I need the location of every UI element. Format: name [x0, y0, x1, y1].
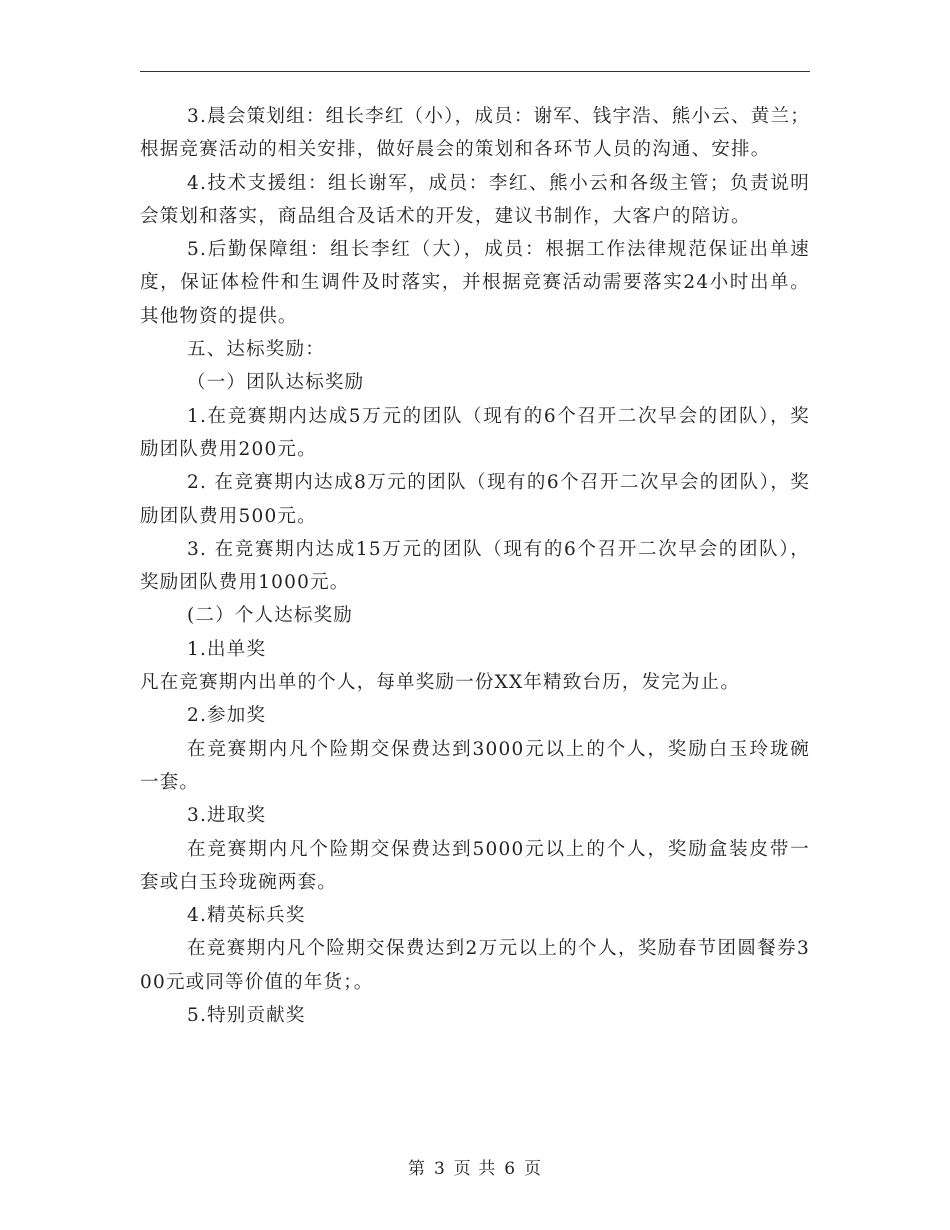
page-total: 6 — [504, 1159, 517, 1179]
page-label-pre: 第 — [407, 1159, 426, 1179]
paragraph: 凡在竞赛期内出单的个人，每单奖励一份XX年精致台历，发完为止。 — [140, 672, 741, 694]
page-footer — [0, 1154, 950, 1179]
paragraph: 在竞赛期内凡个险期交保费达到5000元以上的个人，奖励盒装皮带一套或白玉玲珑碗两套。 — [140, 838, 810, 893]
section-heading: 五、达标奖励： — [187, 339, 325, 361]
page-current: 3 — [433, 1159, 446, 1179]
item-heading: 5.特别贡献奖 — [187, 1005, 306, 1027]
header-rule — [140, 71, 810, 72]
paragraph: 4.技术支援组：组长谢军，成员：李红、熊小云和各级主管；负责说明会策划和落实，商品组合及话术的开发，建议书制作，大客户的陪访。 — [140, 172, 810, 227]
document-body — [140, 100, 810, 1032]
paragraph: 5.后勤保障组：组长李红（大），成员：根据工作法律规范保证出单速度，保证体检件和生调件及时落实，并根据竞赛活动需要落实24小时出单。其他物资的提供。 — [140, 239, 810, 327]
item-heading: 1.出单奖 — [187, 638, 267, 660]
subsection-heading: （一）团队达标奖励 — [187, 372, 365, 394]
item-heading: 3.进取奖 — [187, 805, 267, 827]
page-label-post: 页 — [524, 1159, 543, 1179]
item-heading: 4.精英标兵奖 — [187, 905, 306, 927]
page-label-mid: 页 共 — [453, 1159, 497, 1179]
subsection-heading: (二）个人达标奖励 — [187, 605, 354, 627]
paragraph: 1.在竞赛期内达成5万元的团队（现有的6个召开二次早会的团队），奖励团队费用200元。 — [140, 405, 810, 460]
paragraph: 3. 在竞赛期内达成15万元的团队（现有的6个召开二次早会的团队），奖励团队费用1000元。 — [140, 538, 810, 594]
paragraph: 3.晨会策划组：组长李红（小），成员：谢军、钱宇浩、熊小云、黄兰；根据竞赛活动的相关安排，做好晨会的策划和各环节人员的沟通、安排。 — [140, 106, 810, 161]
paragraph: 2. 在竞赛期内达成8万元的团队（现有的6个召开二次早会的团队），奖励团队费用500元。 — [140, 472, 810, 527]
paragraph: 在竞赛期内凡个险期交保费达到2万元以上的个人，奖励春节团圆餐券300元或同等价值的年货；。 — [140, 938, 810, 993]
item-heading: 2.参加奖 — [187, 705, 267, 727]
paragraph: 在竞赛期内凡个险期交保费达到3000元以上的个人，奖励白玉玲珑碗一套。 — [140, 738, 810, 793]
